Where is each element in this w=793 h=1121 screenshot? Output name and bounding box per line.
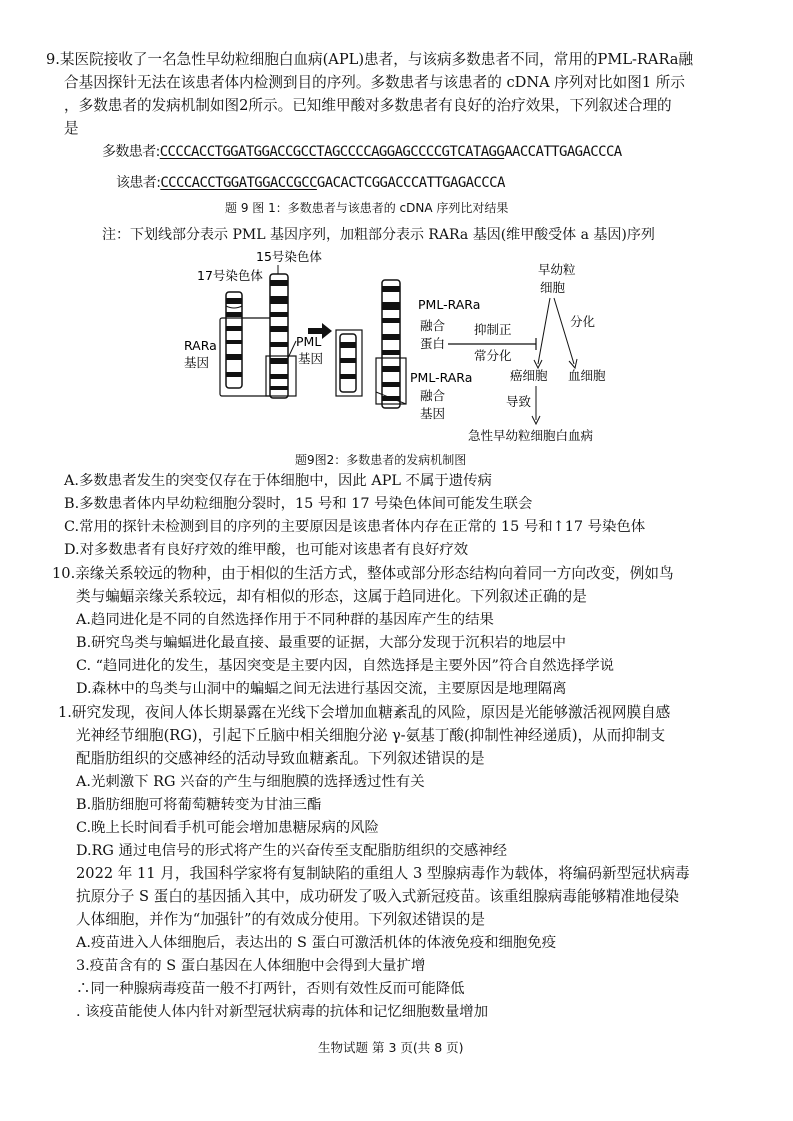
fusion-protein-label-3: 蛋白 bbox=[420, 336, 446, 351]
promyelocyte-label-1: 早幼粒 bbox=[538, 262, 576, 277]
chr15-label: 15号染色体 bbox=[256, 249, 322, 264]
q11-option-c: C.晚上长时间看手机可能会增加患糖尿病的风险 bbox=[76, 820, 379, 836]
differentiate-arrow-left bbox=[538, 298, 550, 364]
q12-stem-line3: 人体细胞，并作为“加强针”的有效成分使用。下列叙述错误的是 bbox=[76, 911, 485, 928]
sequence-patient-label: 该患者: bbox=[116, 175, 161, 191]
fusion-protein-label-1: PML-RARa bbox=[418, 297, 481, 312]
q9-option-b: B.多数患者体内早幼粒细胞分裂时，15 号和 17 号染色体间可能发生联会 bbox=[64, 496, 533, 512]
sequence-majority-label: 多数患者: bbox=[102, 144, 160, 160]
q9-option-d: D.对多数患者有良好疗效的维甲酸，也可能对该患者有良好疗效 bbox=[64, 542, 469, 558]
q10-stem-line2: 类与蝙蝠亲缘关系较远，却有相似的形态，这属于趋同进化。下列叙述正确的是 bbox=[76, 588, 587, 605]
q12-stem-line1: 2022 年 11 月，我国科学家将有复制缺陷的重组人 3 型腺病毒作为载体，将编码新型冠状病毒 bbox=[76, 865, 690, 882]
inhibit-label-1: 抑制正 bbox=[474, 322, 512, 337]
q11-stem-line2: 光神经节细胞(RG)，引起下丘脑中相关细胞分泌 γ-氨基丁酸(抑制性神经递质)，从而抑制支 bbox=[76, 727, 666, 744]
q9-stem-line2: 合基因探针无法在该患者体内检测到目的序列。多数患者与该患者的 cDNA 序列对比如图1 所示 bbox=[64, 74, 685, 91]
disease-label: 急性早幼粒细胞白血病 bbox=[468, 428, 594, 443]
derivative-chromosome-tall bbox=[382, 280, 400, 408]
q11-option-b: B.脂肪细胞可将葡萄糖转变为甘油三酯 bbox=[76, 797, 322, 813]
rara-sequence-patient: GACACTCGGACCCATTGAGACCCA bbox=[316, 175, 505, 191]
pml-sequence-majority: CCCCACCTGGATGGACCGCCTAGCCCCAGGAGCCCCGTCATAGG bbox=[159, 144, 505, 160]
fusion-protein-label-2: 融合 bbox=[420, 318, 446, 333]
q12-stem-line2: 抗原分子 S 蛋白的基因插入其中，成功研发了吸入式新冠疫苗。该重组腺病毒能够精准地侵染 bbox=[76, 888, 680, 905]
pml-sequence-patient: CCCCACCTGGATGGACCGCC bbox=[160, 175, 317, 191]
q9-option-c: C.常用的探针未检测到目的序列的主要原因是该患者体内存在正常的 15 号和↑17 号染色体 bbox=[64, 519, 646, 535]
q12-option-d: . 该疫苗能使人体内针对新型冠状病毒的抗体和记忆细胞数量增加 bbox=[76, 1004, 489, 1020]
figure1-note: 注：下划线部分表示 PML 基因序列，加粗部分表示 RARa 基因(维甲酸受体 a 基因)序列 bbox=[102, 227, 655, 243]
cause-label: 导致 bbox=[506, 394, 532, 409]
q11-option-d: D.RG 通过电信号的形式将产生的兴奋传至支配脂肪组织的交感神经 bbox=[76, 843, 508, 859]
q12-option-a: A.疫苗进入人体细胞后，表达出的 S 蛋白可激活机体的体液免疫和细胞免疫 bbox=[76, 935, 557, 951]
rara-gene-label-1: RARa bbox=[184, 338, 217, 353]
q10-option-b: B.研究鸟类与蝙蝠进化最直接、最重要的证据，大部分发现于沉积岩的地层中 bbox=[76, 635, 567, 651]
q10-option-d: D.森林中的鸟类与山洞中的蝙蝠之间无法进行基因交流，主要原因是地理隔离 bbox=[76, 681, 567, 697]
figure2-caption: 题9图2：多数患者的发病机制图 bbox=[295, 453, 467, 467]
q11-stem-line3: 配脂肪组织的交感神经的活动导致血糖紊乱。下列叙述错误的是 bbox=[76, 750, 485, 767]
q10-option-c: C. “趋同进化的发生，基因突变是主要内因，自然选择是主要外因”符合自然选择学说 bbox=[76, 658, 615, 674]
chromosome-15 bbox=[270, 274, 288, 398]
q10-option-a: A.趋同进化是不同的自然选择作用于不同种群的基因库产生的结果 bbox=[76, 612, 494, 628]
q9-stem-line3: ，多数患者的发病机制如图2所示。已知维甲酸对多数患者有良好的治疗效果，下列叙述合理的 bbox=[64, 97, 672, 114]
figure1-caption: 题 9 图 1：多数患者与该患者的 cDNA 序列比对结果 bbox=[225, 201, 509, 215]
derivative-chromosome-short bbox=[340, 334, 356, 392]
fusion-gene-label-3: 基因 bbox=[420, 406, 446, 421]
sequence-patient bbox=[116, 173, 505, 193]
q12-option-c: ∴同一种腺病毒疫苗一般不打两针，否则有效性反而可能降低 bbox=[76, 981, 465, 997]
page-footer: 生物试题 第 3 页(共 8 页) bbox=[318, 1040, 464, 1055]
rara-gene-label-2: 基因 bbox=[184, 355, 210, 370]
inhibit-label-2: 常分化 bbox=[474, 348, 512, 363]
promyelocyte-label-2: 细胞 bbox=[540, 280, 566, 295]
fusion-gene-label-2: 融合 bbox=[420, 388, 446, 403]
cancer-cell-label: 癌细胞 bbox=[510, 368, 548, 383]
q11-option-a: A.光刺激下 RG 兴奋的产生与细胞膜的选择透过性有关 bbox=[76, 774, 425, 790]
q9-stem-line1: 9.某医院接收了一名急性早幼粒细胞白血病(APL)患者，与该病多数患者不同，常用的PML-RARa融 bbox=[46, 51, 694, 68]
blood-cell-label: 血细胞 bbox=[568, 368, 606, 383]
fusion-gene-label-1: PML-RARa bbox=[410, 370, 473, 385]
q9-option-a: A.多数患者发生的突变仅存在于体细胞中，因此 APL 不属于遗传病 bbox=[64, 473, 492, 489]
rara-sequence-majority: AACCATTGAGACCCA bbox=[504, 144, 622, 160]
q10-stem-line1: 10.亲缘关系较远的物种，由于相似的生活方式，整体或部分形态结构向着同一方向改变，例如鸟 bbox=[52, 565, 674, 582]
figure2-diagram bbox=[170, 246, 630, 451]
sequence-majority bbox=[102, 142, 622, 162]
chr17-label: 17号染色体 bbox=[197, 268, 263, 283]
pml-gene-label-2: 基因 bbox=[298, 351, 324, 366]
q12-option-b: 3.疫苗含有的 S 蛋白基因在人体细胞中会得到大量扩增 bbox=[76, 958, 426, 974]
differentiate-arrow-right bbox=[554, 298, 574, 364]
pml-gene-label-1: PML bbox=[296, 334, 322, 349]
chromosome-17 bbox=[226, 292, 242, 388]
q11-stem-line1: 1.研究发现，夜间人体长期暴露在光线下会增加血糖紊乱的风险，原因是光能够激活视网膜自感 bbox=[58, 704, 671, 721]
differentiate-label: 分化 bbox=[570, 314, 596, 329]
q9-stem-line4: 是 bbox=[64, 120, 79, 137]
